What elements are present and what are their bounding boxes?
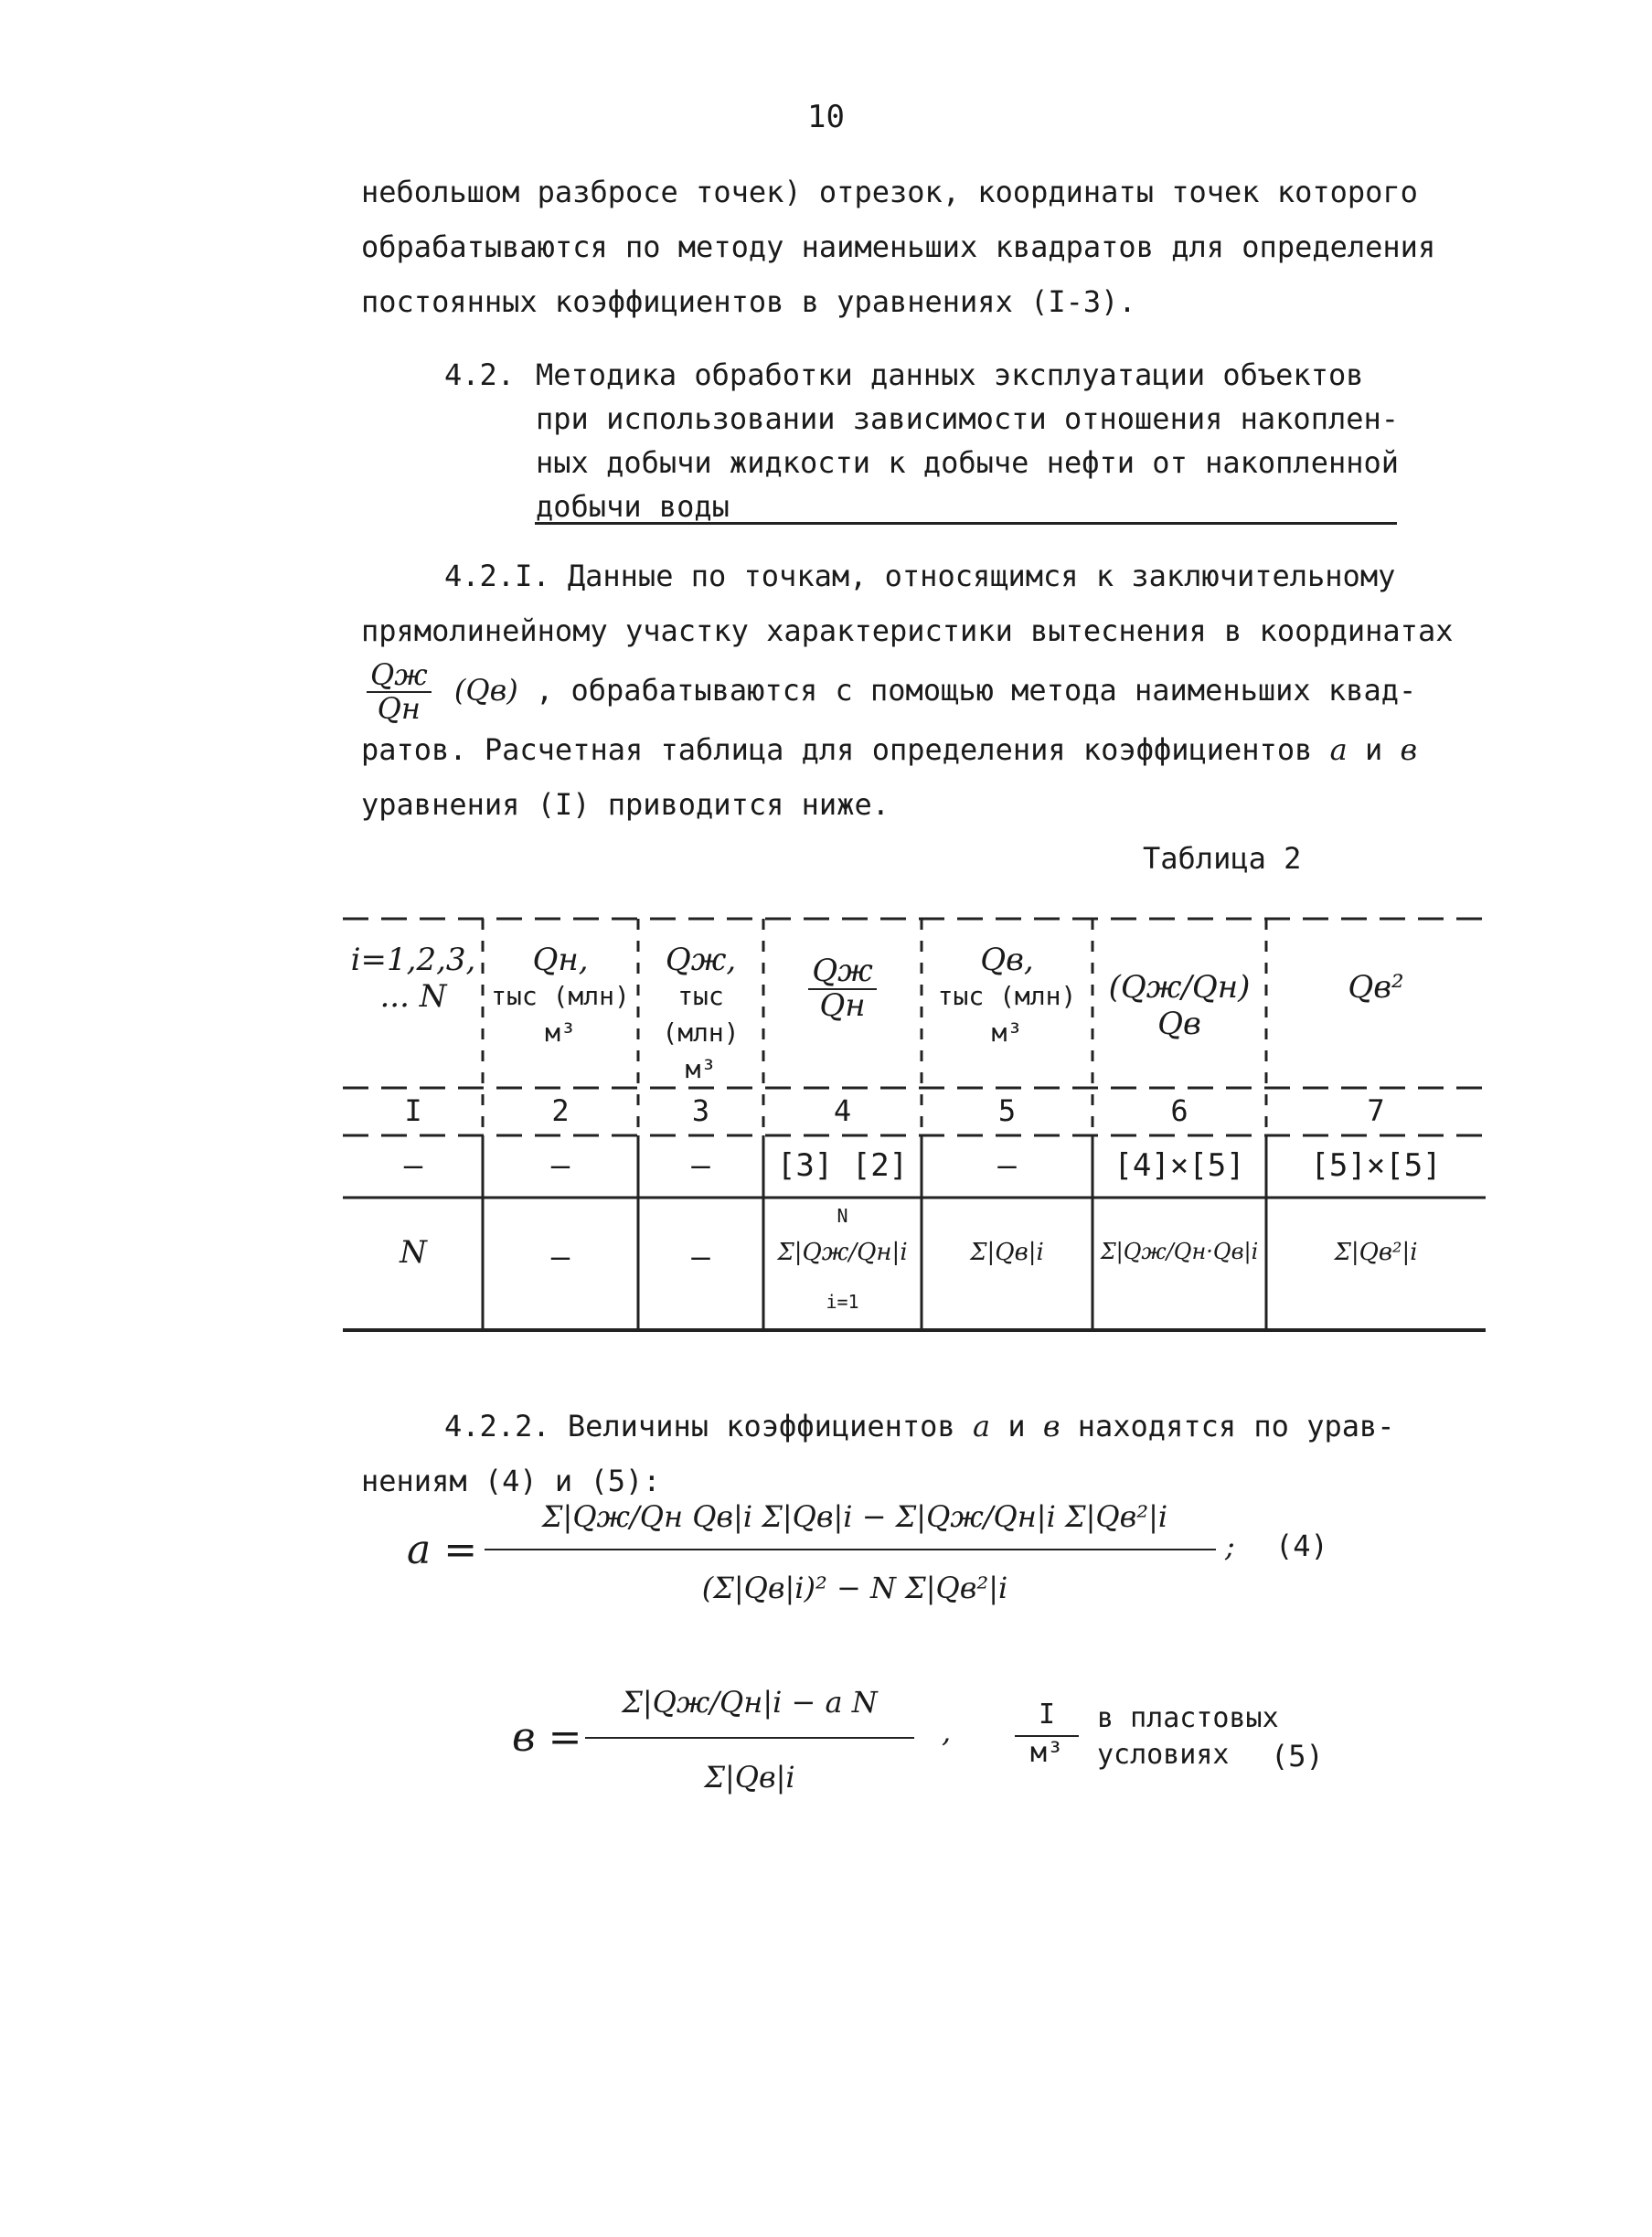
table-cell: [3] [2]	[776, 1147, 909, 1184]
column-number: 7	[1367, 1093, 1385, 1128]
table-cell: —	[550, 1239, 570, 1275]
subsection-number: 4.2.2.	[444, 1409, 550, 1443]
section-title-line: добычи воды	[536, 489, 730, 524]
eq-numerator: Σ|Qж/Qн|i − a N	[622, 1685, 878, 1720]
unit-denominator: м³	[1029, 1737, 1064, 1769]
column-number: 2	[551, 1093, 570, 1128]
eq-denominator: (Σ|Qв|i)² − N Σ|Qв²|i	[701, 1571, 1008, 1605]
eq-separator: ,	[942, 1714, 952, 1749]
header-cell: (Qж/Qн) Qв	[1108, 969, 1251, 1042]
coefficient-b: в	[1400, 732, 1418, 767]
eq-lhs: в =	[512, 1714, 582, 1761]
table-label: Таблица 2	[1143, 841, 1302, 876]
intro-line: небольшом разбросе точек) отрезок, координаты точек которого	[361, 175, 1418, 209]
subsection-number: 4.2.I.	[444, 559, 550, 593]
column-number: 5	[997, 1093, 1017, 1128]
table-cell: —	[403, 1147, 423, 1184]
table-cell: —	[691, 1147, 710, 1184]
sum-upper-limit: N	[837, 1205, 848, 1227]
section-heading	[444, 353, 1400, 524]
page-number: 10	[807, 99, 845, 135]
section-title-line: ных добычи жидкости к добыче нефти от накопленной	[536, 445, 1400, 480]
title-underline	[535, 522, 1397, 525]
header-cell: Qв, тыс (млн) м³	[937, 942, 1077, 1048]
ratio-fraction: $\frac{Qж}{Qн}$	[367, 659, 432, 725]
table-cell: —	[691, 1239, 710, 1275]
table-cell: N	[400, 1234, 427, 1271]
table-cell: [5]×[5]	[1310, 1147, 1442, 1184]
coefficient-b: в	[1042, 1409, 1060, 1443]
paragraph-text: прямолинейному участку характеристики вытеснения в координатах	[361, 613, 1454, 648]
column-number: 6	[1170, 1093, 1188, 1128]
table-cell: Σ|Qв²|i	[1334, 1239, 1418, 1266]
header-cell: Qж Qн	[765, 955, 920, 1022]
section-title-line: Методика обработки данных эксплуатации объектов	[536, 357, 1364, 392]
unit-text: условиях	[1097, 1739, 1230, 1771]
paragraph-text: ратов. Расчетная таблица для определения коэффициентов	[361, 732, 1313, 767]
unit-numerator: I	[1038, 1699, 1056, 1731]
header-cell: Qн, тыс (млн) м³	[491, 942, 630, 1048]
paragraph-text: уравнения (I) приводится ниже.	[361, 787, 890, 822]
section-number: 4.2.	[444, 357, 516, 392]
intro-line: обрабатываются по методу наименьших квадратов для определения	[361, 229, 1436, 264]
column-number: 4	[833, 1093, 852, 1128]
eq-denominator: Σ|Qв|i	[704, 1760, 795, 1795]
table-cell: Σ|Qв|i	[970, 1239, 1044, 1266]
unit-text: в пластовых	[1097, 1702, 1279, 1734]
intro-line: постоянных коэффициентов в уравнениях (I-3).	[361, 284, 1136, 319]
header-cell: Qв²	[1348, 969, 1404, 1006]
coefficient-a: a	[972, 1409, 991, 1443]
header-cell: i=1,2,3, ... N	[350, 942, 476, 1015]
equation-number: (5)	[1271, 1739, 1324, 1774]
header-cell: Qж, тыс (млн) м³	[662, 942, 740, 1084]
coefficient-a: a	[1329, 732, 1348, 767]
table-cell: —	[997, 1147, 1017, 1184]
paragraph-text: , обрабатываются с помощью метода наименьших квад-	[535, 673, 1417, 708]
table-cell: Σ|Qж/Qн·Qв|i	[1100, 1239, 1259, 1264]
paragraph-text: нениям (4) и (5):	[361, 1464, 661, 1498]
column-number: I	[404, 1093, 422, 1128]
eq-lhs: a =	[407, 1527, 478, 1573]
paragraph-text: Данные по точкам, относящимся к заключительному	[567, 559, 1396, 593]
table-cell: —	[550, 1147, 570, 1184]
table-cell: Σ|Qж/Qн|i	[777, 1239, 908, 1266]
table-cell: [4]×[5]	[1114, 1147, 1245, 1184]
eq-suffix: ;	[1225, 1529, 1235, 1563]
sum-lower-limit: i=1	[826, 1291, 859, 1313]
column-number: 3	[691, 1093, 710, 1128]
eq-numerator: Σ|Qж/Qн Qв|i Σ|Qв|i − Σ|Qж/Qн|i Σ|Qв²|i	[541, 1499, 1168, 1534]
section-title-line: при использовании зависимости отношения накоплен-	[536, 401, 1400, 436]
equation-number: (4)	[1275, 1529, 1328, 1563]
coordinate-argument: (Qв)	[453, 673, 518, 708]
